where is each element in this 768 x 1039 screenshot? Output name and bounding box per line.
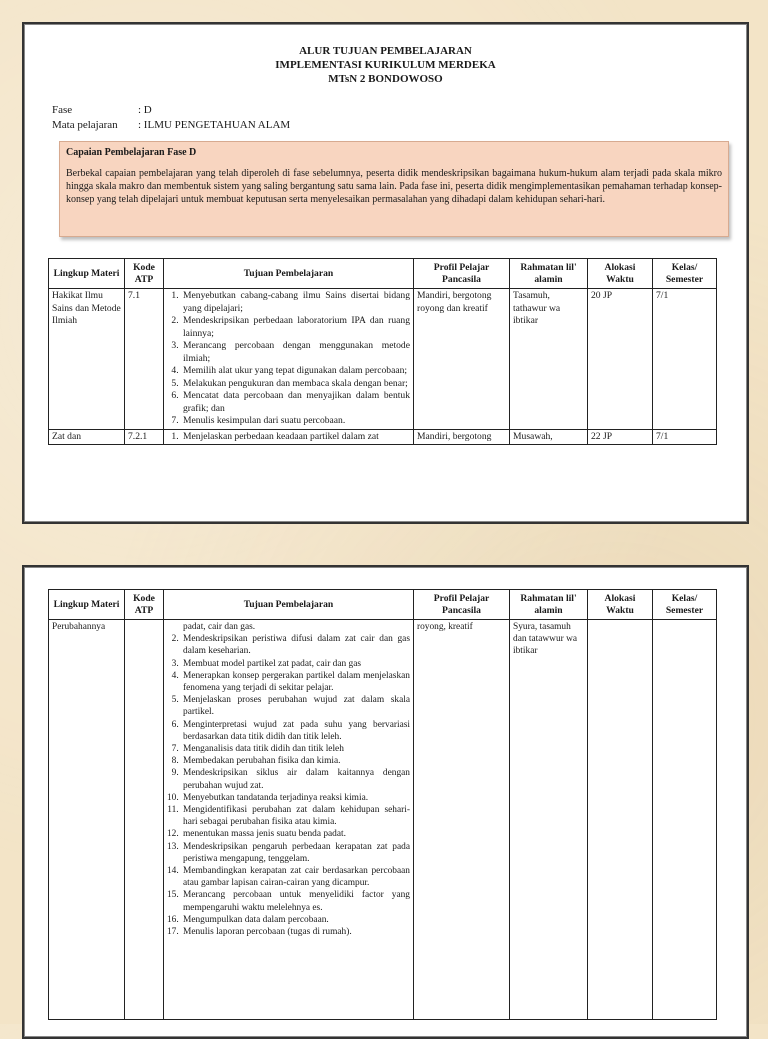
table-row — [49, 620, 717, 1020]
document-page-2 — [22, 565, 749, 1039]
header-kode: Kode ATP — [125, 259, 164, 289]
list-item: 8. Membedakan perubahan fisika dan kimia. — [181, 755, 410, 767]
document-header — [24, 44, 747, 86]
cell-tujuan — [164, 429, 414, 445]
list-item: 6. Menginterpretasi wujud zat pada suhu yang bervariasi berdasarkan data titik didih dan titik leleh. — [181, 719, 410, 743]
header-tujuan: Tujuan Pembelajaran — [164, 590, 414, 620]
table-header-row — [49, 259, 717, 289]
cell-lingkup: Perubahannya — [49, 620, 125, 1020]
cell-rahmatan: Tasamuh, tathawur wa ibtikar — [510, 289, 588, 430]
list-item: 6. Mencatat data percobaan dan menyajikan dalam bentuk grafik; dan — [181, 390, 410, 415]
document-page-1 — [22, 22, 749, 524]
list-item: 13. Mendeskripsikan pengaruh perbedaan kerapatan zat pada peristiwa mengapung, tenggelam. — [181, 841, 410, 865]
cell-rahmatan: Musawah, — [510, 429, 588, 445]
list-item: 11. Mengidentifikasi perubahan zat dalam kehidupan sehari-hari sebagai perubahan fisika atau kimia. — [181, 804, 410, 828]
cell-tujuan — [164, 289, 414, 430]
list-item: 16. Mengumpulkan data dalam percobaan. — [181, 914, 410, 926]
list-item: 1. Menjelaskan perbedaan keadaan partikel dalam zat — [181, 431, 410, 444]
cell-alokasi: 22 JP — [588, 429, 653, 445]
cell-kelas: 7/1 — [653, 289, 717, 430]
list-item: 17. Menulis laporan percobaan (tugas di rumah). — [181, 926, 410, 938]
list-item: 2. Mendeskripsikan peristiwa difusi dalam zat cair dan gas dalam keseharian. — [181, 633, 410, 657]
cell-profil: Mandiri, bergotong royong dan kreatif — [414, 289, 510, 430]
header-rahmatan: Rahmatan lil' alamin — [510, 590, 588, 620]
cp-body: Berbekal capaian pembelajaran yang telah diperoleh di fase sebelumnya, peserta didik mendeskripsikan bagaimana hukum-hukum alam terjadi pada skala mikro hingga skala makro dan membentuk sistem yang saling bergantung satu sama lain. Pada fase ini, peserta didik mengimplementasikan pemahaman terhadap konsep-konsep yang telah dipelajari untuk membuat keputusan serta menyelesaikan permasalahan yang dihadapi dalam kehidupan sehari-hari. — [66, 168, 722, 205]
table-row — [49, 429, 717, 445]
title-line-3: MTsN 2 BONDOWOSO — [328, 73, 443, 85]
list-item: 3. Membuat model partikel zat padat, cair dan gas — [181, 658, 410, 670]
list-item: 12. menentukan massa jenis suatu benda padat. — [181, 828, 410, 840]
list-item: 14. Membandingkan kerapatan zat cair berdasarkan percobaan atau gambar lapisan cairan-cairan yang dicampur. — [181, 865, 410, 889]
atp-table-page-1 — [48, 258, 717, 445]
header-kelas: Kelas/ Semester — [653, 590, 717, 620]
table-header-row — [49, 590, 717, 620]
title-line-2: IMPLEMENTASI KURIKULUM MERDEKA — [275, 59, 496, 71]
cell-kelas — [653, 620, 717, 1020]
list-item: 2. Mendeskripsikan perbedaan laboratorium IPA dan ruang lainnya; — [181, 315, 410, 340]
header-lingkup: Lingkup Materi — [49, 590, 125, 620]
tujuan-list — [167, 431, 410, 444]
list-item: 3. Merancang percobaan dengan menggunakan metode ilmiah; — [181, 340, 410, 365]
mapel-value: : ILMU PENGETAHUAN ALAM — [138, 119, 291, 131]
fase-value: : D — [138, 104, 152, 116]
cell-tujuan — [164, 620, 414, 1020]
list-item: 7. Menganalisis data titik didih dan titik leleh — [181, 743, 410, 755]
list-item: 15. Merancang percobaan untuk menyelidiki factor yang mempengaruhi waktu melelehnya es. — [181, 889, 410, 913]
cell-kode: 7.2.1 — [125, 429, 164, 445]
header-alokasi: Alokasi Waktu — [588, 590, 653, 620]
cp-title: Capaian Pembelajaran Fase D — [66, 147, 197, 158]
cell-profil: royong, kreatif — [414, 620, 510, 1020]
fase-row — [52, 104, 152, 116]
header-rahmatan: Rahmatan lil' alamin — [510, 259, 588, 289]
list-item: 7. Menulis kesimpulan dari suatu percobaan. — [181, 415, 410, 428]
title-line-1: ALUR TUJUAN PEMBELAJARAN — [299, 45, 472, 57]
cell-rahmatan: Syura, tasamuh dan tatawwur wa ibtikar — [510, 620, 588, 1020]
cell-alokasi: 20 JP — [588, 289, 653, 430]
list-item: 1. Menyebutkan cabang-cabang ilmu Sains disertai bidang yang dipelajari; — [181, 290, 410, 315]
cell-kode — [125, 620, 164, 1020]
atp-table-page-2 — [48, 589, 717, 1020]
cell-kode: 7.1 — [125, 289, 164, 430]
tujuan-list — [167, 290, 410, 428]
header-profil: Profil Pelajar Pancasila — [414, 259, 510, 289]
header-profil: Profil Pelajar Pancasila — [414, 590, 510, 620]
header-alokasi: Alokasi Waktu — [588, 259, 653, 289]
header-kelas: Kelas/ Semester — [653, 259, 717, 289]
tujuan-continuation: padat, cair dan gas. — [183, 622, 256, 632]
tujuan-list — [167, 633, 410, 938]
list-item: 9. Mendeskripsikan siklus air dalam kaitannya dengan perubahan wujud zat. — [181, 767, 410, 791]
cell-alokasi — [588, 620, 653, 1020]
header-tujuan: Tujuan Pembelajaran — [164, 259, 414, 289]
header-kode: Kode ATP — [125, 590, 164, 620]
cell-profil: Mandiri, bergotong — [414, 429, 510, 445]
cell-lingkup: Zat dan — [49, 429, 125, 445]
fase-label: Fase — [52, 104, 73, 116]
list-item: 4. Memilih alat ukur yang tepat digunakan dalam percobaan; — [181, 365, 410, 378]
cell-lingkup: Hakikat Ilmu Sains dan Metode Ilmiah — [49, 289, 125, 430]
list-item: 5. Menjelaskan proses perubahan wujud zat dalam skala partikel. — [181, 694, 410, 718]
list-item: 5. Melakukan pengukuran dan membaca skala dengan benar; — [181, 378, 410, 391]
list-item: 10. Menyebutkan tandatanda terjadinya reaksi kimia. — [181, 792, 410, 804]
table-row — [49, 289, 717, 430]
list-item: 4. Menerapkan konsep pergerakan partikel dalam menjelaskan fenomena yang terjadi di sekitar pelajar. — [181, 670, 410, 694]
capaian-pembelajaran-box — [59, 141, 729, 237]
header-lingkup: Lingkup Materi — [49, 259, 125, 289]
mapel-label: Mata pelajaran — [52, 119, 118, 131]
cell-kelas: 7/1 — [653, 429, 717, 445]
mapel-row — [52, 119, 290, 131]
